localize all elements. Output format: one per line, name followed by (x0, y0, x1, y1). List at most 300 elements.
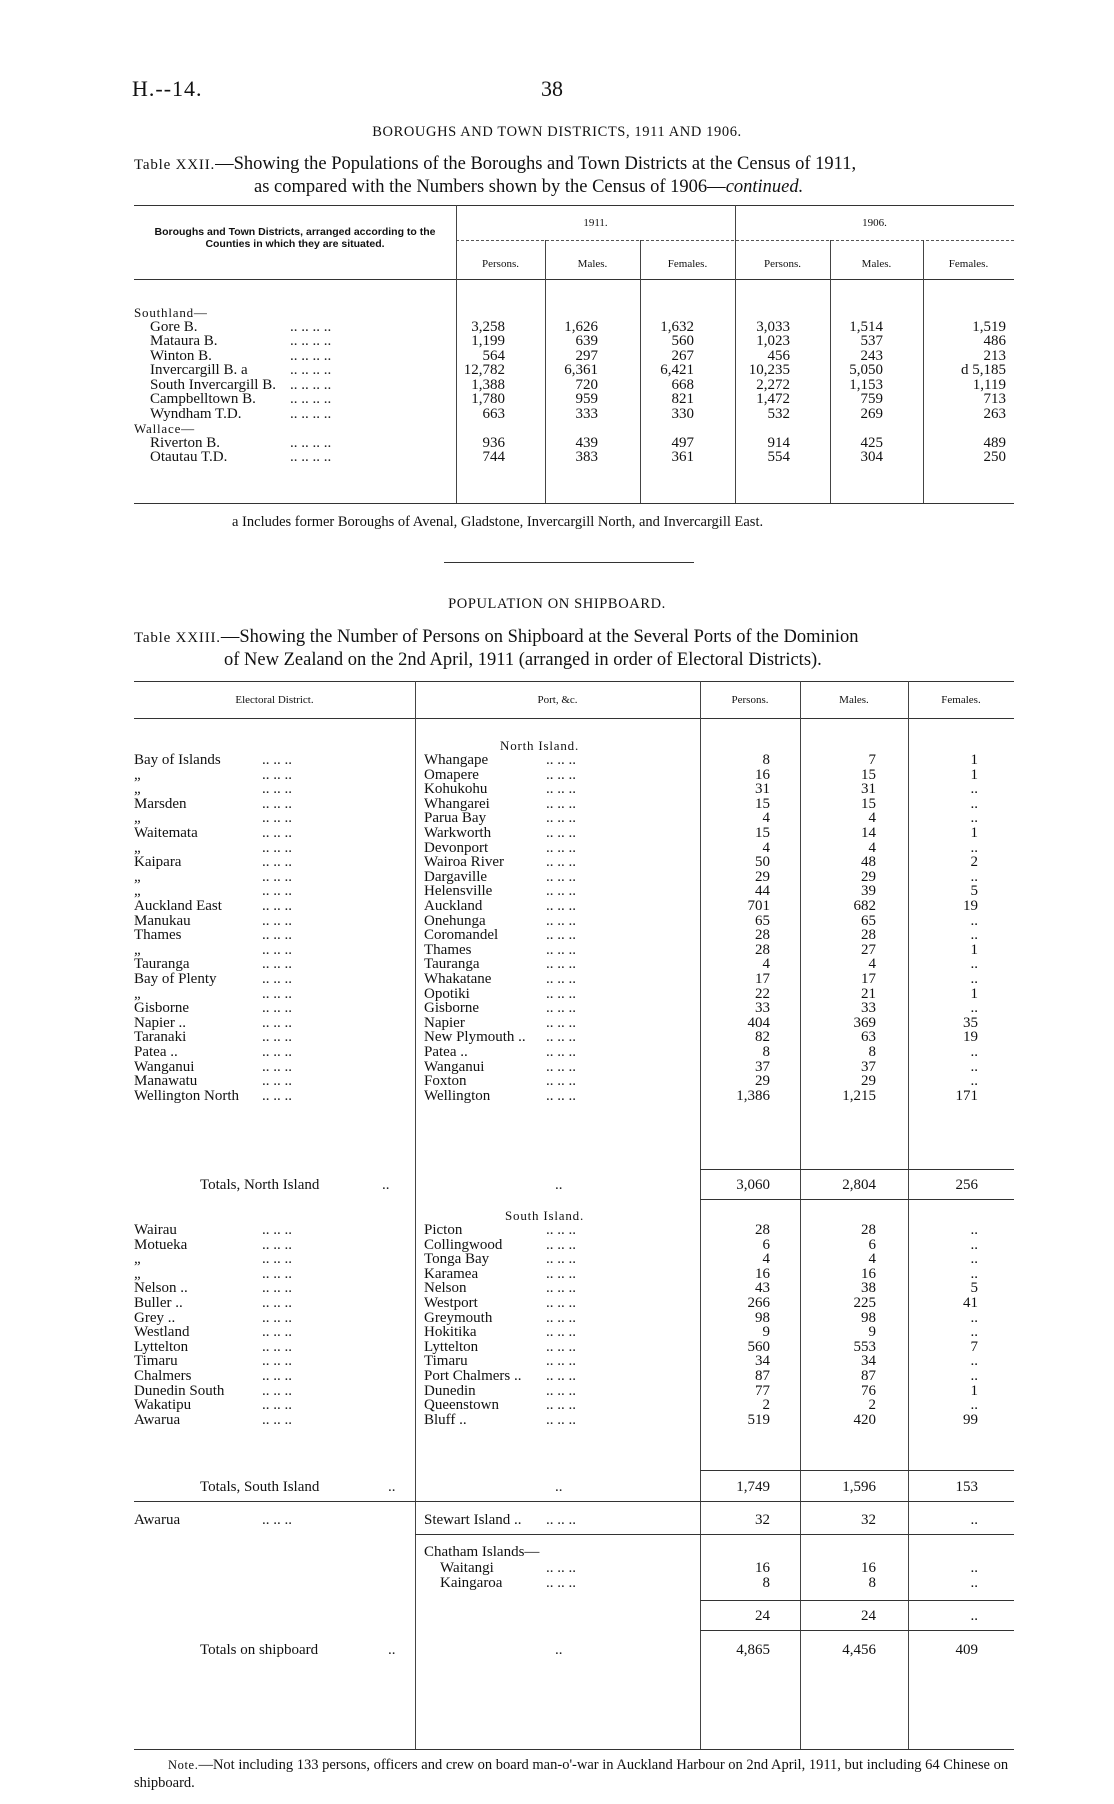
value-cell: 16 (861, 1265, 876, 1282)
value-cell: 34 (755, 1353, 770, 1370)
value-cell: 33 (861, 1000, 876, 1017)
value-cell: 759 (860, 391, 883, 407)
leader-dots: .. .. .. (546, 1251, 576, 1268)
port-name: Picton (424, 1222, 463, 1238)
value-cell: 27 (861, 941, 876, 958)
value-cell: 333 (575, 405, 598, 422)
value-cell: .. (970, 1560, 978, 1576)
value-cell: .. (970, 1222, 978, 1238)
port-name: Timaru (424, 1353, 468, 1370)
leader-dots: .. .. .. .. (290, 318, 332, 335)
value-cell: 5 (970, 883, 978, 900)
table23-col-males: Males. (839, 694, 869, 706)
leader-dots: .. (555, 1642, 563, 1658)
value-cell: 1,519 (972, 318, 1006, 335)
value-cell: .. (970, 839, 978, 856)
value-cell: 15 (755, 795, 770, 812)
value-cell: 34 (861, 1353, 876, 1370)
electoral-district: „ (134, 1265, 141, 1282)
leader-dots: .. .. .. (262, 868, 292, 885)
port-name: Auckland (424, 898, 483, 914)
value-cell: 48 (861, 854, 876, 871)
port-name: Devonport (424, 839, 489, 856)
borough-name: Invercargill B. a (150, 362, 248, 378)
leader-dots: .. .. .. (546, 781, 576, 798)
leader-dots: .. .. .. (262, 1353, 292, 1370)
leader-dots: .. .. .. (546, 1087, 576, 1104)
leader-dots: .. .. .. (546, 854, 576, 871)
leader-dots: .. .. .. (262, 1236, 292, 1253)
electoral-district: „ (134, 868, 141, 885)
value-cell: .. (970, 912, 978, 929)
leader-dots: .. .. .. (546, 795, 576, 812)
value-cell: 3,258 (471, 318, 505, 335)
leader-dots: .. (388, 1479, 396, 1495)
value-cell: 1 (970, 766, 978, 783)
leader-dots: .. .. .. (262, 1512, 292, 1528)
electoral-district: „ (134, 941, 141, 958)
value-cell: 1,119 (972, 376, 1006, 393)
table23-row (0, 1088, 1114, 1105)
port-name: Dunedin (424, 1382, 476, 1399)
port-name: Tauranga (424, 956, 480, 973)
value-cell: 250 (983, 449, 1006, 465)
value-cell: 1 (970, 752, 978, 768)
electoral-district: Lyttelton (134, 1338, 189, 1355)
leader-dots: .. .. .. (262, 752, 292, 768)
value-cell: 15 (861, 766, 876, 783)
value-cell: 7 (970, 1338, 978, 1355)
value-cell: 37 (755, 1058, 770, 1075)
section-rule (415, 1534, 1014, 1535)
subtotal-rule (700, 1630, 1014, 1631)
leader-dots: .. .. .. .. (290, 434, 332, 451)
table22-label: Table XXII. (134, 157, 216, 173)
electoral-district: Manukau (134, 912, 191, 929)
leader-dots: .. .. .. (262, 1044, 292, 1060)
value-cell: 28 (861, 1222, 876, 1238)
electoral-district: Timaru (134, 1353, 178, 1370)
leader-dots: .. .. .. (546, 956, 576, 973)
value-cell: 663 (482, 405, 505, 422)
value-cell: .. (970, 1324, 978, 1341)
electoral-district: „ (134, 1251, 141, 1268)
port-name: Wellington (424, 1087, 491, 1104)
value-cell: 4,456 (842, 1642, 876, 1658)
leader-dots: .. .. .. (546, 1073, 576, 1090)
value-cell: .. (970, 1397, 978, 1414)
value-cell: 560 (747, 1338, 770, 1355)
table22-continued: continued. (725, 177, 804, 197)
port-name: Warkworth (424, 825, 492, 841)
port-name: Lyttelton (424, 1338, 479, 1355)
leader-dots: .. .. .. (546, 1295, 576, 1311)
borough-name: Mataura B. (150, 333, 218, 349)
leader-dots: .. (555, 1177, 563, 1193)
leader-dots: .. .. .. (262, 971, 292, 987)
value-cell: 50 (755, 854, 770, 871)
value-cell: 639 (575, 333, 598, 349)
value-cell: .. (970, 971, 978, 987)
value-cell: 1 (970, 941, 978, 958)
value-cell: 19 (963, 1029, 978, 1046)
table23-row (0, 1512, 1114, 1529)
borough-name: Wyndham T.D. (150, 405, 242, 422)
port-name: Queenstown (424, 1397, 499, 1414)
value-cell: 266 (747, 1295, 770, 1311)
electoral-district: „ (134, 883, 141, 900)
value-cell: 6 (762, 1236, 770, 1253)
value-cell: 16 (861, 1560, 876, 1576)
leader-dots: .. .. .. (262, 795, 292, 812)
leader-dots: .. (388, 1642, 396, 1658)
value-cell: 87 (755, 1368, 770, 1384)
value-cell: .. (970, 1073, 978, 1090)
value-cell: 22 (755, 985, 770, 1002)
port-name: Port Chalmers .. (424, 1368, 522, 1384)
value-cell: 38 (861, 1280, 876, 1297)
value-cell: 10,235 (748, 362, 790, 378)
value-cell: 297 (575, 347, 598, 364)
electoral-district: Wellington North (134, 1087, 240, 1104)
port-name: New Plymouth .. (424, 1029, 526, 1046)
subtotal-rule (134, 1501, 1014, 1502)
value-cell: 8 (762, 1575, 770, 1591)
value-cell: 9 (868, 1324, 876, 1341)
value-cell: 1,780 (471, 391, 505, 407)
leader-dots: .. .. .. (262, 1029, 292, 1046)
electoral-district: Auckland East (134, 898, 222, 914)
leader-dots: .. .. .. (546, 1397, 576, 1414)
port-name: Wairoa River (424, 854, 505, 871)
leader-dots: .. .. .. (262, 1382, 292, 1399)
value-cell: .. (970, 795, 978, 812)
electoral-district: Motueka (134, 1236, 188, 1253)
value-cell: 1 (970, 985, 978, 1002)
leader-dots: .. .. .. (546, 1000, 576, 1017)
leader-dots: .. .. .. (262, 1338, 292, 1355)
value-cell: 65 (755, 912, 770, 929)
port-name: Bluff .. (424, 1411, 467, 1428)
leader-dots: .. .. .. .. (290, 449, 332, 465)
electoral-district: Taranaki (134, 1029, 187, 1046)
value-cell: 43 (755, 1280, 770, 1297)
north-island-heading: North Island. (500, 738, 579, 753)
table23-title-line2: of New Zealand on the 2nd April, 1911 (arranged in order of Electoral Districts). (224, 650, 822, 670)
value-cell: 3,033 (756, 318, 790, 335)
south-island-heading: South Island. (505, 1208, 585, 1223)
leader-dots: .. (382, 1177, 390, 1193)
value-cell: .. (970, 1309, 978, 1326)
port-name: Greymouth (424, 1309, 493, 1326)
total-label: Totals on shipboard (200, 1642, 319, 1658)
value-cell: 8 (762, 752, 770, 768)
leader-dots: .. .. .. (262, 810, 292, 827)
borough-name: South Invercargill B. (150, 376, 276, 393)
table23-col-females: Females. (941, 694, 981, 706)
leader-dots: .. .. .. (262, 985, 292, 1002)
leader-dots: .. .. .. .. (290, 391, 332, 407)
value-cell: 17 (755, 971, 770, 987)
value-cell: 409 (955, 1642, 978, 1658)
value-cell: 31 (755, 781, 770, 798)
value-cell: 532 (767, 405, 790, 422)
value-cell: 19 (963, 898, 978, 914)
value-cell: 225 (853, 1295, 876, 1311)
electoral-district: „ (134, 766, 141, 783)
table22-year-1906: 1906. (862, 217, 887, 229)
subtotal-rule (700, 1470, 1014, 1471)
leader-dots: .. .. .. (546, 883, 576, 900)
value-cell: 263 (983, 405, 1006, 422)
value-cell: 1,199 (471, 333, 505, 349)
leader-dots: .. .. .. (262, 1411, 292, 1428)
value-cell: 821 (671, 391, 694, 407)
port-name: Coromandel (424, 927, 499, 944)
electoral-district: Wanganui (134, 1058, 195, 1075)
table22-col-males-1906: Males. (861, 258, 892, 270)
value-cell: 361 (671, 449, 694, 465)
borough-name: Campbelltown B. (150, 391, 256, 407)
leader-dots: .. .. .. (262, 1280, 292, 1297)
value-cell: 16 (755, 766, 770, 783)
value-cell: 35 (963, 1014, 978, 1031)
value-cell: 1,626 (564, 318, 598, 335)
table23-label: Table XXIII. (134, 630, 221, 646)
port-name: Nelson (424, 1280, 467, 1297)
table23-total-row (0, 1177, 1114, 1194)
value-cell: 269 (860, 405, 883, 422)
leader-dots: .. .. .. (546, 1560, 576, 1576)
table23-total-row (0, 1479, 1114, 1496)
value-cell: 7 (868, 752, 876, 768)
value-cell: 2 (762, 1397, 770, 1414)
electoral-district: Westland (134, 1324, 190, 1341)
value-cell: .. (970, 1353, 978, 1370)
value-cell: .. (970, 1044, 978, 1060)
value-cell: 41 (963, 1295, 978, 1311)
value-cell: 77 (755, 1382, 770, 1399)
electoral-district: Grey .. (134, 1309, 176, 1326)
leader-dots: .. .. .. (546, 766, 576, 783)
leader-dots: .. .. .. (262, 956, 292, 973)
value-cell: 304 (860, 449, 883, 465)
leader-dots: .. .. .. (546, 1353, 576, 1370)
value-cell: 744 (482, 449, 505, 465)
port-name: Napier (424, 1014, 465, 1031)
value-cell: 1 (970, 825, 978, 841)
value-cell: 98 (861, 1309, 876, 1326)
leader-dots: .. .. .. (546, 1309, 576, 1326)
leader-dots: .. .. .. (546, 1029, 576, 1046)
value-cell: 76 (861, 1382, 876, 1399)
leader-dots: .. .. .. (262, 1309, 292, 1326)
value-cell: 15 (755, 825, 770, 841)
value-cell: 1,514 (849, 318, 883, 335)
value-cell: .. (970, 1251, 978, 1268)
value-cell: 24 (861, 1608, 876, 1624)
total-label: Totals, North Island (200, 1177, 320, 1193)
value-cell: 2,272 (756, 376, 790, 393)
port-name: Opotiki (424, 985, 470, 1002)
leader-dots: .. .. .. (546, 1368, 576, 1384)
total-label: Totals, South Island (200, 1479, 320, 1495)
leader-dots: .. .. .. (546, 912, 576, 929)
value-cell: 65 (861, 912, 876, 929)
leader-dots: .. .. .. (546, 1014, 576, 1031)
electoral-district: Napier .. (134, 1014, 187, 1031)
port-name: Patea .. (424, 1044, 468, 1060)
value-cell: .. (970, 1236, 978, 1253)
value-cell: 32 (755, 1512, 770, 1528)
value-cell: 486 (983, 333, 1006, 349)
value-cell: 8 (762, 1044, 770, 1060)
value-cell: 213 (983, 347, 1006, 364)
value-cell: 87 (861, 1368, 876, 1384)
value-cell: 17 (861, 971, 876, 987)
leader-dots: .. .. .. (262, 883, 292, 900)
port-name: Kaingaroa (440, 1575, 503, 1591)
value-cell: .. (970, 1000, 978, 1017)
port-name: Foxton (424, 1073, 467, 1090)
leader-dots: .. .. .. .. (290, 347, 332, 364)
borough-name: Otautau T.D. (150, 449, 228, 465)
port-name: Omapere (424, 766, 479, 783)
value-cell: 439 (575, 434, 598, 451)
leader-dots: .. .. .. .. (290, 333, 332, 349)
table22-col-persons-1911: Persons. (482, 258, 519, 270)
port-name: Onehunga (424, 912, 486, 929)
leader-dots: .. .. .. (546, 1324, 576, 1341)
value-cell: .. (970, 1575, 978, 1591)
value-cell: 28 (861, 927, 876, 944)
leader-dots: .. .. .. (546, 1236, 576, 1253)
borough-name: Winton B. (150, 347, 212, 364)
value-cell: 32 (861, 1512, 876, 1528)
note-text: —Not including 133 persons, officers and crew on board man-o'-war in Auckland Harbour on 2nd April, 1911, but including 64 Chinese on shipboard. (134, 1757, 1009, 1791)
value-cell: 82 (755, 1029, 770, 1046)
leader-dots: .. .. .. (546, 1044, 576, 1060)
table23-row (0, 1412, 1114, 1429)
value-cell: 6 (868, 1236, 876, 1253)
table23-total-row (0, 1608, 1114, 1625)
value-cell: 914 (767, 434, 790, 451)
value-cell: 15 (861, 795, 876, 812)
value-cell: 554 (767, 449, 790, 465)
value-cell: 6,361 (564, 362, 598, 378)
page-number: 38 (541, 76, 563, 101)
value-cell: d 5,185 (961, 362, 1006, 378)
value-cell: 713 (983, 391, 1006, 407)
value-cell: 537 (860, 333, 883, 349)
value-cell: 39 (861, 883, 876, 900)
value-cell: 668 (671, 376, 694, 393)
electoral-district: Bay of Islands (134, 752, 221, 768)
value-cell: 99 (963, 1411, 978, 1428)
value-cell: 8 (868, 1575, 876, 1591)
leader-dots: .. .. .. (546, 1338, 576, 1355)
leader-dots: .. .. .. (546, 1575, 576, 1591)
port-name: Karamea (424, 1265, 479, 1282)
value-cell: 37 (861, 1058, 876, 1075)
table22-year-1911: 1911. (583, 217, 608, 229)
value-cell: 1,386 (736, 1087, 770, 1104)
county-name: Southland— (134, 305, 208, 320)
port-name: Waitangi (440, 1560, 494, 1576)
electoral-district: Tauranga (134, 956, 190, 973)
table23-caption: POPULATION ON SHIPBOARD. (448, 596, 666, 612)
electoral-district: Kaipara (134, 854, 182, 871)
leader-dots: .. .. .. .. (290, 405, 332, 422)
value-cell: 24 (755, 1608, 770, 1624)
port-name: Tonga Bay (424, 1251, 490, 1268)
value-cell: 330 (671, 405, 694, 422)
leader-dots: .. .. .. (546, 825, 576, 841)
leader-dots: .. .. .. (262, 1073, 292, 1090)
value-cell: 8 (868, 1044, 876, 1060)
value-cell: 63 (861, 1029, 876, 1046)
value-cell: 9 (762, 1324, 770, 1341)
electoral-district: Nelson .. (134, 1280, 188, 1297)
table22-footnote: a Includes former Boroughs of Avenal, Gladstone, Invercargill North, and Invercargill East. (232, 514, 764, 530)
electoral-district: Awarua (134, 1512, 181, 1528)
leader-dots: .. .. .. (262, 825, 292, 841)
leader-dots: .. .. .. (262, 1000, 292, 1017)
table22-title-line1: —Showing the Populations of the Boroughs and Town Districts at the Census of 1911, (215, 154, 857, 174)
electoral-district: „ (134, 810, 141, 827)
value-cell: 2,804 (842, 1177, 876, 1193)
value-cell: 4 (868, 810, 876, 827)
leader-dots: .. (555, 1479, 563, 1495)
note-label: Note. (168, 1758, 199, 1772)
leader-dots: .. .. .. (262, 766, 292, 783)
value-cell: 425 (860, 434, 883, 451)
value-cell: 44 (755, 883, 770, 900)
electoral-district: Bay of Plenty (134, 971, 217, 987)
leader-dots: .. .. .. (546, 810, 576, 827)
value-cell: 16 (755, 1560, 770, 1576)
port-name: Whangape (424, 752, 489, 768)
leader-dots: .. .. .. (546, 1222, 576, 1238)
value-cell: 701 (747, 898, 770, 914)
leader-dots: .. .. .. (546, 1411, 576, 1428)
leader-dots: .. .. .. .. (290, 362, 332, 378)
value-cell: 33 (755, 1000, 770, 1017)
leader-dots: .. .. .. .. (290, 376, 332, 393)
value-cell: 1,153 (849, 376, 883, 393)
value-cell: 497 (671, 434, 694, 451)
value-cell: 243 (860, 347, 883, 364)
leader-dots: .. .. .. (262, 1087, 292, 1104)
county-name: Wallace— (134, 421, 195, 436)
leader-dots: .. .. .. (546, 1265, 576, 1282)
port-name: Whakatane (424, 971, 492, 987)
value-cell: 4 (762, 810, 770, 827)
value-cell: .. (970, 1608, 978, 1624)
value-cell: 29 (755, 1073, 770, 1090)
value-cell: 560 (671, 333, 694, 349)
value-cell: .. (970, 1058, 978, 1075)
value-cell: 2 (970, 854, 978, 871)
value-cell: 489 (983, 434, 1006, 451)
leader-dots: .. .. .. (262, 1058, 292, 1075)
port-name: Thames (424, 941, 472, 958)
value-cell: 564 (482, 347, 505, 364)
value-cell: 369 (853, 1014, 876, 1031)
port-name: Westport (424, 1295, 478, 1311)
table22-stub-header: Boroughs and Town Districts, arranged according to the Counties in which they are situated. (154, 226, 436, 250)
value-cell: 3,060 (736, 1177, 770, 1193)
